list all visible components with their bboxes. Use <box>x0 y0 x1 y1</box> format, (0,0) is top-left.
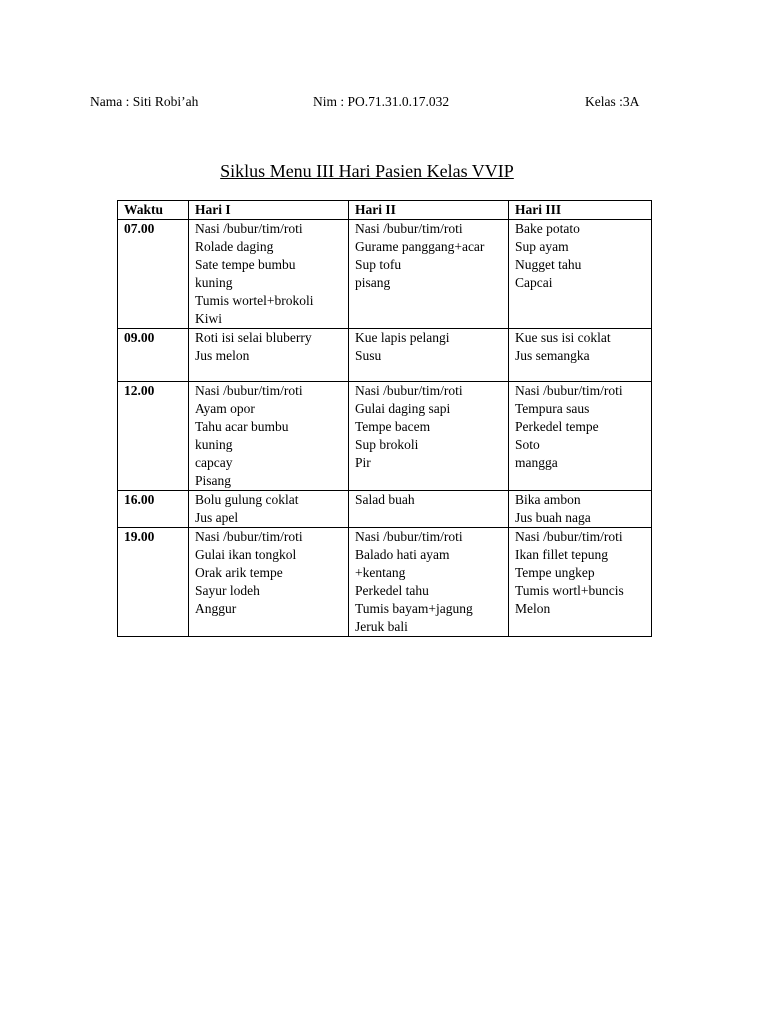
menu-item: pisang <box>355 275 391 290</box>
menu-item: mangga <box>515 455 558 470</box>
menu-item: Nugget tahu <box>515 257 582 272</box>
menu-item: Roti isi selai bluberry <box>195 330 312 345</box>
menu-cell-hari-1 <box>189 491 349 528</box>
menu-item: Perkedel tempe <box>515 419 599 434</box>
menu-cell-hari-3 <box>509 491 652 528</box>
menu-item: Tempura saus <box>515 401 590 416</box>
menu-item: Ayam opor <box>195 401 255 416</box>
menu-cell-hari-1 <box>189 528 349 637</box>
menu-cell-hari-3 <box>509 528 652 637</box>
menu-item: Kue lapis pelangi <box>355 330 450 345</box>
menu-cell-hari-1 <box>189 382 349 491</box>
menu-item: Orak arik tempe <box>195 565 283 580</box>
student-nim: Nim : PO.71.31.0.17.032 <box>313 94 450 109</box>
time-cell: 12.00 <box>118 382 189 491</box>
menu-item: Melon <box>515 601 551 616</box>
menu-cell-hari-2 <box>349 382 509 491</box>
table-row <box>118 329 652 382</box>
menu-item: Jus melon <box>195 348 250 363</box>
menu-item: Kiwi <box>195 311 222 326</box>
menu-item: Jus semangka <box>515 348 590 363</box>
menu-cell-hari-1 <box>189 329 349 382</box>
time-cell: 19.00 <box>118 528 189 637</box>
menu-item: Sup brokoli <box>355 437 419 452</box>
student-class: Kelas :3A <box>585 94 640 109</box>
menu-item: Gulai daging sapi <box>355 401 451 416</box>
table-row <box>118 528 652 637</box>
menu-cell-hari-3 <box>509 382 652 491</box>
menu-item: Pir <box>355 455 371 470</box>
student-name: Nama : Siti Robi’ah <box>90 94 199 109</box>
menu-item: Nasi /bubur/tim/roti <box>355 383 463 398</box>
column-header-hari-3: Hari III <box>509 201 652 220</box>
menu-item: Tempe ungkep <box>515 565 595 580</box>
menu-item: Kue sus isi coklat <box>515 330 611 345</box>
menu-item: Bika ambon <box>515 492 581 507</box>
menu-item: Nasi /bubur/tim/roti <box>515 383 623 398</box>
table-row <box>118 491 652 528</box>
time-cell: 07.00 <box>118 220 189 329</box>
column-header-waktu: Waktu <box>118 201 189 220</box>
menu-item: Pisang <box>195 473 232 488</box>
menu-item: Susu <box>355 348 382 363</box>
menu-item: kuning <box>195 437 233 452</box>
menu-item: Tumis wortel+brokoli <box>195 293 314 308</box>
menu-item: Bake potato <box>515 221 580 236</box>
menu-item: capcay <box>195 455 233 470</box>
menu-item: Tahu acar bumbu <box>195 419 289 434</box>
menu-item: Sup ayam <box>515 239 569 254</box>
menu-item: Jeruk bali <box>355 619 408 634</box>
menu-cell-hari-2 <box>349 329 509 382</box>
menu-cell-hari-2 <box>349 528 509 637</box>
menu-item: Nasi /bubur/tim/roti <box>515 529 623 544</box>
menu-item: Nasi /bubur/tim/roti <box>355 529 463 544</box>
menu-cell-hari-1 <box>189 220 349 329</box>
menu-item: Nasi /bubur/tim/roti <box>195 383 303 398</box>
menu-item: Gurame panggang+acar <box>355 239 485 254</box>
menu-item: Rolade daging <box>195 239 274 254</box>
menu-cell-hari-2 <box>349 220 509 329</box>
menu-item: Soto <box>515 437 540 452</box>
menu-item: Salad buah <box>355 492 415 507</box>
table-row <box>118 220 652 329</box>
time-cell: 09.00 <box>118 329 189 382</box>
menu-item: Tumis bayam+jagung <box>355 601 473 616</box>
menu-item: Sate tempe bumbu <box>195 257 296 272</box>
menu-item: Jus buah naga <box>515 510 591 525</box>
menu-item: Nasi /bubur/tim/roti <box>195 529 303 544</box>
menu-item: Tumis wortl+buncis <box>515 583 624 598</box>
menu-item: Nasi /bubur/tim/roti <box>355 221 463 236</box>
menu-item: Sayur lodeh <box>195 583 260 598</box>
menu-item: +kentang <box>355 565 406 580</box>
menu-item: Capcai <box>515 275 553 290</box>
table-header-row <box>118 201 652 220</box>
menu-item: Tempe bacem <box>355 419 431 434</box>
document-title: Siklus Menu III Hari Pasien Kelas VVIP <box>220 161 514 181</box>
table-row <box>118 382 652 491</box>
menu-cell-hari-3 <box>509 220 652 329</box>
menu-item: Gulai ikan tongkol <box>195 547 297 562</box>
column-header-hari-1: Hari I <box>189 201 349 220</box>
menu-item: Perkedel tahu <box>355 583 429 598</box>
menu-cycle-table <box>117 200 652 637</box>
student-info-line <box>0 94 768 112</box>
menu-item: Nasi /bubur/tim/roti <box>195 221 303 236</box>
menu-item: kuning <box>195 275 233 290</box>
menu-cell-hari-3 <box>509 329 652 382</box>
menu-item: Balado hati ayam <box>355 547 450 562</box>
menu-item: Sup tofu <box>355 257 402 272</box>
menu-item: Jus apel <box>195 510 239 525</box>
time-cell: 16.00 <box>118 491 189 528</box>
menu-cell-hari-2 <box>349 491 509 528</box>
menu-item: Bolu gulung coklat <box>195 492 299 507</box>
menu-item: Ikan fillet tepung <box>515 547 608 562</box>
menu-item: Anggur <box>195 601 237 616</box>
column-header-hari-2: Hari II <box>349 201 509 220</box>
